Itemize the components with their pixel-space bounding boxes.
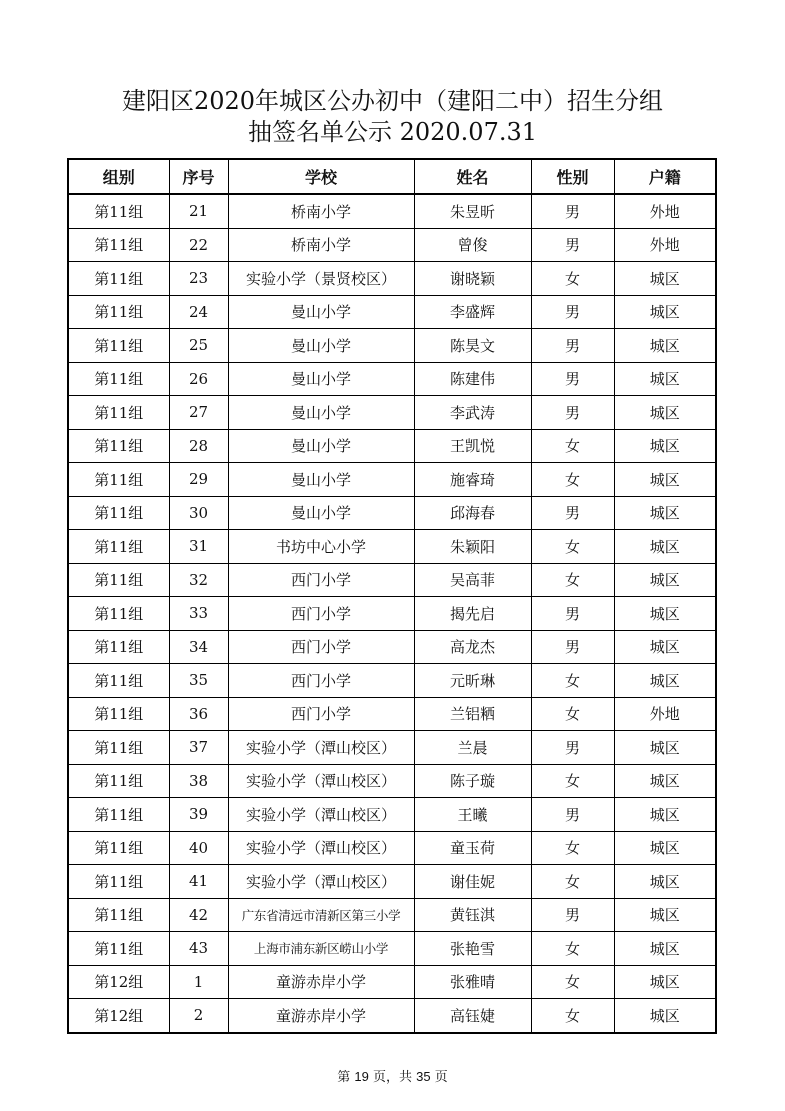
cell-school: 实验小学（潭山校区） — [228, 764, 414, 798]
cell-group: 第11组 — [68, 664, 169, 698]
cell-name: 陈昊文 — [414, 329, 531, 363]
cell-gender: 男 — [531, 295, 614, 329]
cell-residence: 城区 — [614, 731, 716, 765]
cell-name: 元昕琳 — [414, 664, 531, 698]
cell-school: 实验小学（潭山校区） — [228, 798, 414, 832]
roster-table — [67, 158, 717, 1034]
cell-gender: 男 — [531, 228, 614, 262]
cell-name: 李盛辉 — [414, 295, 531, 329]
cell-name: 揭先启 — [414, 597, 531, 631]
cell-number: 42 — [169, 898, 228, 932]
table-row — [68, 496, 716, 530]
cell-gender: 女 — [531, 865, 614, 899]
footer-suffix: 页 — [434, 1070, 448, 1085]
cell-number: 31 — [169, 530, 228, 564]
cell-gender: 男 — [531, 798, 614, 832]
cell-residence: 城区 — [614, 932, 716, 966]
cell-number: 27 — [169, 396, 228, 430]
cell-number: 36 — [169, 697, 228, 731]
cell-number: 33 — [169, 597, 228, 631]
cell-residence: 城区 — [614, 329, 716, 363]
cell-residence: 城区 — [614, 563, 716, 597]
cell-number: 37 — [169, 731, 228, 765]
footer-prefix: 第 — [337, 1070, 351, 1085]
cell-group: 第12组 — [68, 965, 169, 999]
cell-gender: 男 — [531, 898, 614, 932]
cell-number: 40 — [169, 831, 228, 865]
cell-group: 第11组 — [68, 194, 169, 228]
cell-number: 21 — [169, 194, 228, 228]
table-row — [68, 664, 716, 698]
cell-residence: 城区 — [614, 965, 716, 999]
table-row — [68, 932, 716, 966]
column-header-group: 组别 — [68, 159, 169, 194]
cell-group: 第11组 — [68, 362, 169, 396]
page-title: 建阳区2020年城区公办初中（建阳二中）招生分组 — [121, 87, 664, 115]
cell-gender: 女 — [531, 563, 614, 597]
cell-number: 22 — [169, 228, 228, 262]
cell-group: 第11组 — [68, 831, 169, 865]
cell-residence: 城区 — [614, 597, 716, 631]
cell-group: 第11组 — [68, 429, 169, 463]
cell-residence: 外地 — [614, 194, 716, 228]
cell-gender: 男 — [531, 496, 614, 530]
table-row — [68, 831, 716, 865]
table-row — [68, 463, 716, 497]
cell-school: 西门小学 — [228, 563, 414, 597]
table-row — [68, 228, 716, 262]
cell-number: 35 — [169, 664, 228, 698]
cell-gender: 男 — [531, 630, 614, 664]
cell-school: 曼山小学 — [228, 396, 414, 430]
cell-school: 实验小学（潭山校区） — [228, 865, 414, 899]
cell-number: 1 — [169, 965, 228, 999]
cell-residence: 外地 — [614, 228, 716, 262]
cell-school: 西门小学 — [228, 664, 414, 698]
cell-school: 西门小学 — [228, 697, 414, 731]
cell-school: 广东省清远市清新区第三小学 — [228, 898, 414, 932]
cell-number: 28 — [169, 429, 228, 463]
table-row — [68, 764, 716, 798]
cell-school: 曼山小学 — [228, 362, 414, 396]
cell-school: 实验小学（潭山校区） — [228, 831, 414, 865]
cell-name: 邱海春 — [414, 496, 531, 530]
table-body — [68, 194, 716, 1033]
cell-school: 桥南小学 — [228, 194, 414, 228]
cell-number: 39 — [169, 798, 228, 832]
table-row — [68, 999, 716, 1033]
cell-gender: 女 — [531, 932, 614, 966]
cell-group: 第12组 — [68, 999, 169, 1033]
cell-name: 黄钰淇 — [414, 898, 531, 932]
cell-group: 第11组 — [68, 932, 169, 966]
cell-name: 王曦 — [414, 798, 531, 832]
cell-group: 第11组 — [68, 530, 169, 564]
cell-group: 第11组 — [68, 597, 169, 631]
table-row — [68, 965, 716, 999]
cell-residence: 城区 — [614, 865, 716, 899]
cell-gender: 女 — [531, 664, 614, 698]
cell-school: 童游赤岸小学 — [228, 999, 414, 1033]
cell-gender: 男 — [531, 194, 614, 228]
cell-name: 王凯悦 — [414, 429, 531, 463]
footer-page-number: 19 — [354, 1069, 369, 1084]
table-row — [68, 530, 716, 564]
cell-group: 第11组 — [68, 295, 169, 329]
page-footer — [0, 1066, 785, 1085]
cell-number: 32 — [169, 563, 228, 597]
cell-group: 第11组 — [68, 865, 169, 899]
cell-group: 第11组 — [68, 262, 169, 296]
cell-group: 第11组 — [68, 697, 169, 731]
table-row — [68, 362, 716, 396]
cell-school: 曼山小学 — [228, 463, 414, 497]
cell-group: 第11组 — [68, 630, 169, 664]
cell-name: 李武涛 — [414, 396, 531, 430]
cell-gender: 男 — [531, 731, 614, 765]
table-row — [68, 798, 716, 832]
column-header-number: 序号 — [169, 159, 228, 194]
cell-residence: 外地 — [614, 697, 716, 731]
cell-school: 桥南小学 — [228, 228, 414, 262]
table-header-row — [68, 159, 716, 194]
cell-gender: 女 — [531, 262, 614, 296]
table-row — [68, 898, 716, 932]
cell-residence: 城区 — [614, 999, 716, 1033]
table-row — [68, 329, 716, 363]
cell-number: 43 — [169, 932, 228, 966]
cell-name: 谢佳妮 — [414, 865, 531, 899]
cell-residence: 城区 — [614, 396, 716, 430]
cell-number: 26 — [169, 362, 228, 396]
cell-group: 第11组 — [68, 563, 169, 597]
cell-number: 34 — [169, 630, 228, 664]
cell-group: 第11组 — [68, 798, 169, 832]
cell-gender: 女 — [531, 697, 614, 731]
cell-group: 第11组 — [68, 329, 169, 363]
cell-group: 第11组 — [68, 496, 169, 530]
cell-number: 25 — [169, 329, 228, 363]
cell-school: 曼山小学 — [228, 329, 414, 363]
cell-number: 38 — [169, 764, 228, 798]
column-header-school: 学校 — [228, 159, 414, 194]
table-row — [68, 563, 716, 597]
cell-number: 41 — [169, 865, 228, 899]
cell-residence: 城区 — [614, 664, 716, 698]
footer-middle: 页，共 — [372, 1070, 412, 1085]
cell-name: 陈子璇 — [414, 764, 531, 798]
cell-gender: 男 — [531, 362, 614, 396]
table-row — [68, 262, 716, 296]
cell-school: 西门小学 — [228, 630, 414, 664]
cell-name: 朱颖阳 — [414, 530, 531, 564]
table-row — [68, 597, 716, 631]
cell-name: 谢晓颖 — [414, 262, 531, 296]
cell-school: 实验小学（景贤校区） — [228, 262, 414, 296]
cell-residence: 城区 — [614, 630, 716, 664]
column-header-gender: 性别 — [531, 159, 614, 194]
page-subtitle: 抽签名单公示 2020.07.31 — [247, 118, 538, 146]
cell-number: 29 — [169, 463, 228, 497]
cell-group: 第11组 — [68, 764, 169, 798]
cell-residence: 城区 — [614, 429, 716, 463]
cell-residence: 城区 — [614, 463, 716, 497]
cell-group: 第11组 — [68, 898, 169, 932]
footer-total-pages: 35 — [416, 1069, 431, 1084]
table-row — [68, 697, 716, 731]
cell-name: 陈建伟 — [414, 362, 531, 396]
cell-group: 第11组 — [68, 463, 169, 497]
cell-school: 曼山小学 — [228, 295, 414, 329]
cell-gender: 男 — [531, 597, 614, 631]
column-header-residence: 户籍 — [614, 159, 716, 194]
cell-school: 实验小学（潭山校区） — [228, 731, 414, 765]
cell-school: 上海市浦东新区崂山小学 — [228, 932, 414, 966]
cell-gender: 男 — [531, 396, 614, 430]
cell-residence: 城区 — [614, 898, 716, 932]
cell-school: 童游赤岸小学 — [228, 965, 414, 999]
cell-group: 第11组 — [68, 228, 169, 262]
cell-residence: 城区 — [614, 496, 716, 530]
cell-name: 曾俊 — [414, 228, 531, 262]
cell-residence: 城区 — [614, 530, 716, 564]
cell-residence: 城区 — [614, 362, 716, 396]
table-row — [68, 865, 716, 899]
cell-group: 第11组 — [68, 731, 169, 765]
cell-name: 高钰婕 — [414, 999, 531, 1033]
cell-gender: 女 — [531, 764, 614, 798]
cell-name: 张雅晴 — [414, 965, 531, 999]
cell-name: 施睿琦 — [414, 463, 531, 497]
cell-gender: 女 — [531, 831, 614, 865]
cell-school: 书坊中心小学 — [228, 530, 414, 564]
cell-number: 24 — [169, 295, 228, 329]
cell-gender: 女 — [531, 463, 614, 497]
table-row — [68, 429, 716, 463]
cell-residence: 城区 — [614, 262, 716, 296]
cell-number: 30 — [169, 496, 228, 530]
cell-school: 曼山小学 — [228, 429, 414, 463]
cell-gender: 女 — [531, 999, 614, 1033]
cell-residence: 城区 — [614, 295, 716, 329]
cell-name: 兰铝粞 — [414, 697, 531, 731]
cell-gender: 女 — [531, 530, 614, 564]
cell-number: 2 — [169, 999, 228, 1033]
cell-name: 童玉荷 — [414, 831, 531, 865]
table-row — [68, 396, 716, 430]
table-row — [68, 731, 716, 765]
table-row — [68, 194, 716, 228]
cell-school: 曼山小学 — [228, 496, 414, 530]
table-row — [68, 295, 716, 329]
cell-name: 张艳雪 — [414, 932, 531, 966]
cell-name: 高龙杰 — [414, 630, 531, 664]
cell-number: 23 — [169, 262, 228, 296]
cell-school: 西门小学 — [228, 597, 414, 631]
cell-residence: 城区 — [614, 798, 716, 832]
column-header-name: 姓名 — [414, 159, 531, 194]
cell-gender: 女 — [531, 965, 614, 999]
table-row — [68, 630, 716, 664]
cell-gender: 男 — [531, 329, 614, 363]
cell-residence: 城区 — [614, 831, 716, 865]
cell-gender: 女 — [531, 429, 614, 463]
cell-group: 第11组 — [68, 396, 169, 430]
cell-name: 朱昱昕 — [414, 194, 531, 228]
cell-name: 兰晨 — [414, 731, 531, 765]
cell-residence: 城区 — [614, 764, 716, 798]
cell-name: 吴高菲 — [414, 563, 531, 597]
